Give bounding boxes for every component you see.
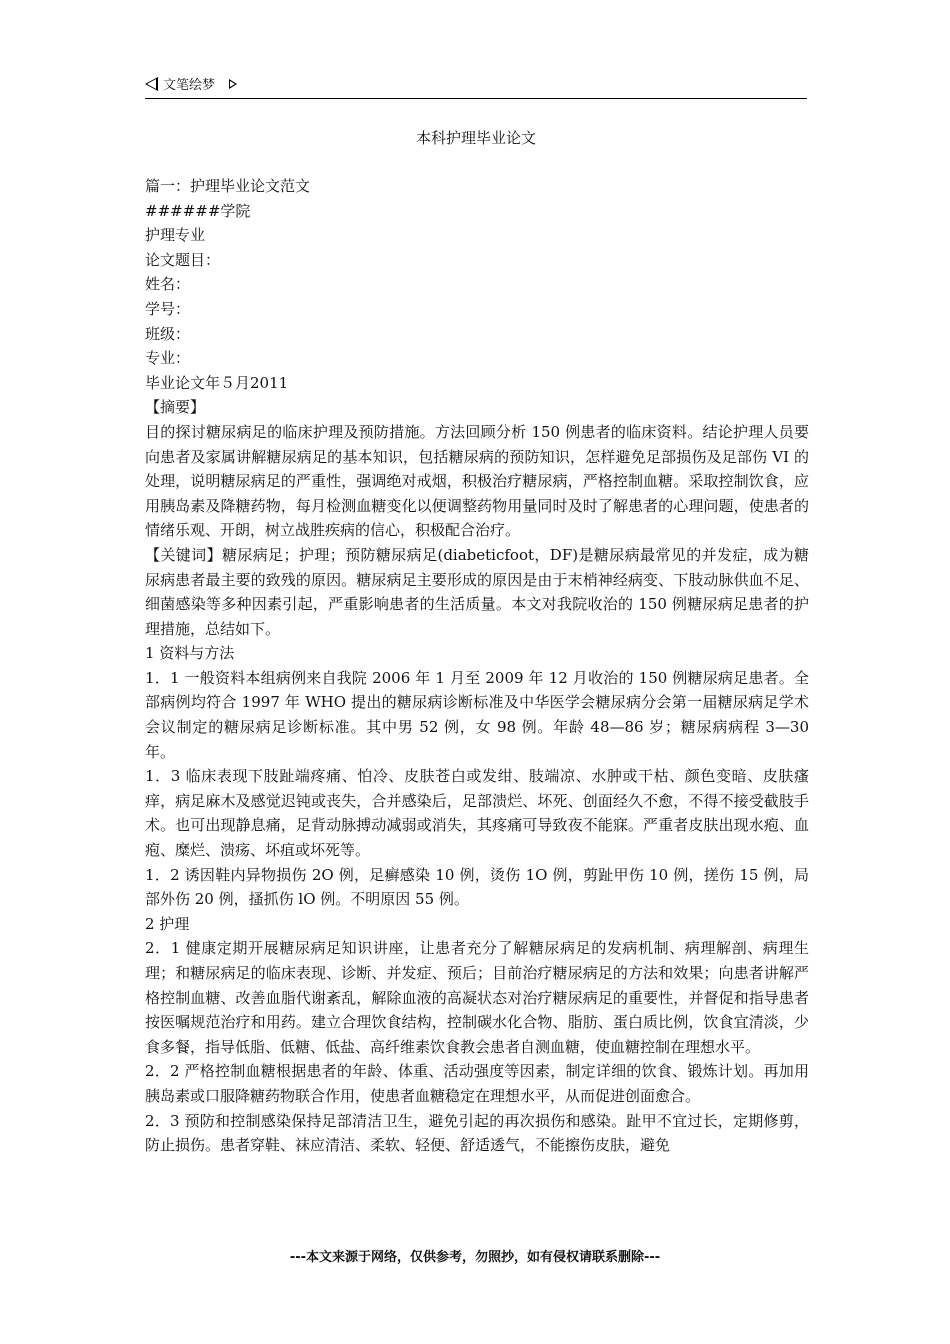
paragraph: 目的探讨糖尿病足的临床护理及预防措施。方法回顾分析 150 例患者的临床资料。结论护理人员要向患者及家属讲解糖尿病足的基本知识，包括糖尿病的预防知识，怎样避免足部损伤及足部伤 VI 的处理，说明糖尿病足的严重性，强调绝对戒烟，积极治疗糖尿病，严格控制血糖。采取控制饮食，应用胰岛素及降糖药物，每月检测血糖变化以便调整药物用量同时及时了解患者的心理问题，使患者的情绪乐观、开朗，树立战胜疾病的信心，积极配合治疗。 [145, 422, 809, 540]
paragraph: 1．2 诱因鞋内异物损伤 2O 例，足癣感染 10 例，烫伤 1O 例，剪趾甲伤 10 例，搓伤 15 例，局部外伤 20 例，搔抓伤 lO 例。不明原因 55 例。 [145, 865, 809, 909]
page-footer: ---本文来源于网络，仅供参考，勿照抄，如有侵权请联系删除--- [289, 1250, 661, 1265]
paragraph: 2．1 健康定期开展糖尿病足知识讲座，让患者充分了解糖尿病足的发病机制、病理解剖、病理生理；和糖尿病足的临床表现、诊断、并发症、预后；目前治疗糖尿病足的方法和效果；向患者讲解严格控制血糖、改善血脂代谢紊乱，解除血液的高凝状态对治疗糖尿病足的重要性，并督促和指导患者按医嘱规范治疗和用药。建立合理饮食结构，控制碳水化合物、脂肪、蛋白质比例，饮食宜清淡，少食多餐，指导低脂、低糖、低盐、高纤维素饮食教会患者自测血糖，使血糖控制在理想水平。 [145, 939, 809, 1056]
text-line: 学号： [145, 299, 191, 318]
text-line: 篇一：护理毕业论文范文 [145, 177, 311, 195]
paragraph: 【关键词】糖尿病足；护理；预防糖尿病足(diabeticfoot，DF)是糖尿病最常见的并发症，成为糖尿病患者最主要的致残的原因。糖尿病足主要形成的原因是由于末梢神经病变、下肢动脉供血不足、细菌感染等多种因素引起，严重影响患者的生活质量。本文对我院收治的 150 例糖尿病足患者的护理措施，总结如下。 [145, 545, 809, 638]
brand-text: 文笔绘梦 [163, 78, 216, 93]
section-heading: 1 资料与方法 [145, 644, 235, 663]
paragraph: 2．2 严格控制血糖根据患者的年龄、体重、活动强度等因素，制定详细的饮食、锻炼计划。再加用胰岛素或口服降糖药物联合作用，使患者血糖稳定在理想水平，从而促进创面愈合。 [145, 1062, 809, 1105]
paragraph: 1．1 一般资料本组病例来自我院 2006 年 1 月至 2009 年 12 月收治的 150 例糖尿病足患者。全部病例均符合 1997 年 WHO 提出的糖尿病诊断标准及中华医学会糖尿病分会第一届糖尿病足学术会议制定的糖尿病足诊断标准。其中男 52 例，女 98 例。年龄 48—86 岁；糖尿病病程 3—30 年。 [145, 668, 809, 761]
triangle-left-icon [145, 77, 158, 91]
abstract-heading: 【摘要】 [145, 398, 206, 417]
text-line: 论文题目： [145, 250, 221, 269]
paragraph: 2．3 预防和控制感染保持足部清洁卫生，避免引起的再次损伤和感染。趾甲不宜过长，定期修剪，防止损伤。患者穿鞋、袜应清洁、柔软、轻便、舒适透气，不能擦伤皮肤，避免 [145, 1111, 809, 1155]
text-line: 毕业论文年５月2011 [145, 373, 289, 392]
header-brand [145, 74, 237, 93]
text-line: 班级： [145, 324, 191, 343]
text-line: ######学院 [145, 201, 251, 220]
text-line: 专业： [145, 349, 191, 368]
document-title: 本科护理毕业论文 [415, 129, 536, 147]
page-header [145, 74, 807, 99]
triangle-right-icon [229, 79, 237, 89]
document-body [145, 174, 809, 1158]
text-line: 姓名： [145, 275, 191, 294]
text-line: 护理专业 [145, 226, 206, 245]
section-heading: 2 护理 [145, 914, 190, 933]
paragraph: 1．3 临床表现下肢趾端疼痛、怕冷、皮肤苍白或发绀、肢端凉、水肿或干枯、颜色变暗、皮肤瘙痒，病足麻木及感觉迟钝或丧失，合并感染后，足部溃烂、坏死、创面经久不愈，不得不接受截肢手术。也可出现静息痛，足背动脉搏动减弱或消失，其疼痛可导致夜不能寐。严重者皮肤出现水疱、血疱、糜烂、溃疡、坏疽或坏死等。 [145, 767, 809, 860]
